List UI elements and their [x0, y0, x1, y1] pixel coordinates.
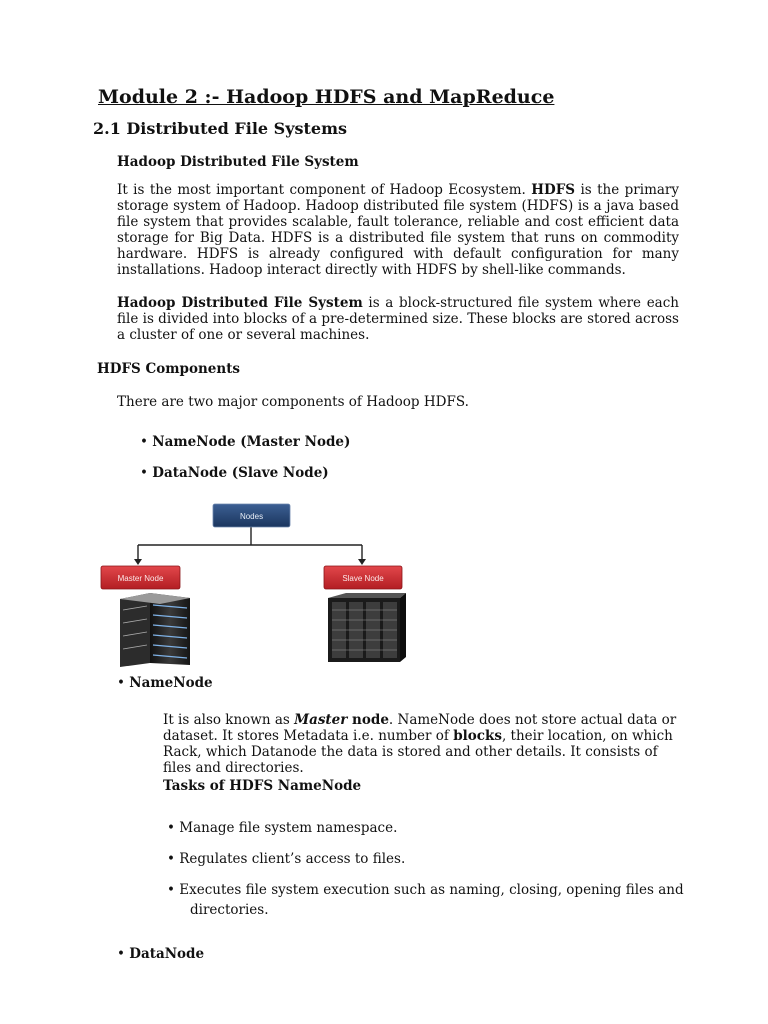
component-item-datanode — [140, 465, 329, 481]
task-item — [167, 851, 405, 867]
bullet-icon: • — [117, 946, 125, 962]
namenode-description — [163, 712, 683, 776]
bullet-icon: • — [167, 851, 175, 867]
p1-text-post: is the primary storage system of Hadoop. Hadoop distributed file system (HDFS) is a java based file system that provides scalable, fault tolerance, reliable and cost efficient data storage for Big Data. HDFS is a distributed file system that runs on commodity hardware. HDFS is already configured with default configuration for many installations. Hadoop interact directly with HDFS by shell-like commands. — [117, 182, 680, 278]
server-cabinet-icon — [328, 593, 406, 662]
namenode-tasks-heading: Tasks of HDFS NameNode — [163, 778, 362, 794]
bullet-icon: • — [167, 882, 175, 898]
component-item-namenode — [140, 434, 350, 450]
hdfs-heading: Hadoop Distributed File System — [117, 154, 359, 170]
p2-bold: Hadoop Distributed File System — [117, 295, 363, 311]
task-text: Manage file system namespace. — [179, 820, 398, 836]
namenode-heading-label: NameNode — [129, 675, 213, 691]
arrow-icon — [358, 559, 366, 565]
master-node-label: Master Node — [117, 574, 164, 583]
task-text: Executes file system execution such as naming, closing, opening files and — [179, 882, 684, 898]
task-item — [167, 882, 684, 898]
p2-text: is a block-structured file system where each file is divided into blocks of a pre-determined size. These blocks are stored across a cluster of one or several machines. — [117, 295, 679, 343]
bullet-icon: • — [140, 434, 148, 450]
slave-node-label: Slave Node — [342, 574, 384, 583]
p1-bold-hdfs: HDFS — [531, 182, 576, 198]
nn-desc-mid: . NameNode does not store actual data or dataset. It stores Metadata i.e. number of — [163, 712, 677, 744]
namenode-heading — [117, 675, 213, 691]
task-item-continuation: directories. — [190, 902, 269, 918]
bullet-icon: • — [140, 465, 148, 481]
page-title: Module 2 :- Hadoop HDFS and MapReduce — [98, 86, 555, 108]
components-intro: There are two major components of Hadoop HDFS. — [117, 394, 469, 410]
nodes-box-label: Nodes — [239, 512, 264, 521]
nn-desc-post: , their location, on which Rack, which Datanode the data is stored and other details. It consists of files and directories. — [163, 728, 673, 776]
arrow-icon — [134, 559, 142, 565]
server-rack-icon — [120, 593, 190, 667]
hdfs-paragraph-1 — [117, 182, 679, 278]
hdfs-paragraph-2 — [117, 295, 679, 343]
nn-desc-pre: It is also known as — [163, 712, 295, 728]
nodes-diagram — [90, 495, 420, 670]
bullet-icon: • — [117, 675, 125, 691]
section-heading: 2.1 Distributed File Systems — [93, 119, 348, 138]
component-label: DataNode (Slave Node) — [152, 465, 329, 481]
p1-text-pre: It is the most important component of Hadoop Ecosystem. — [117, 182, 532, 198]
nn-desc-master: Master — [294, 712, 348, 728]
task-item — [167, 820, 397, 836]
components-heading: HDFS Components — [97, 361, 241, 377]
datanode-heading-label: DataNode — [129, 946, 205, 962]
nn-desc-node: node — [347, 712, 389, 728]
bullet-icon: • — [167, 820, 175, 836]
datanode-heading — [117, 946, 204, 962]
nn-desc-blocks: blocks — [453, 728, 502, 744]
task-text: Regulates client’s access to files. — [179, 851, 406, 867]
component-label: NameNode (Master Node) — [152, 434, 351, 450]
